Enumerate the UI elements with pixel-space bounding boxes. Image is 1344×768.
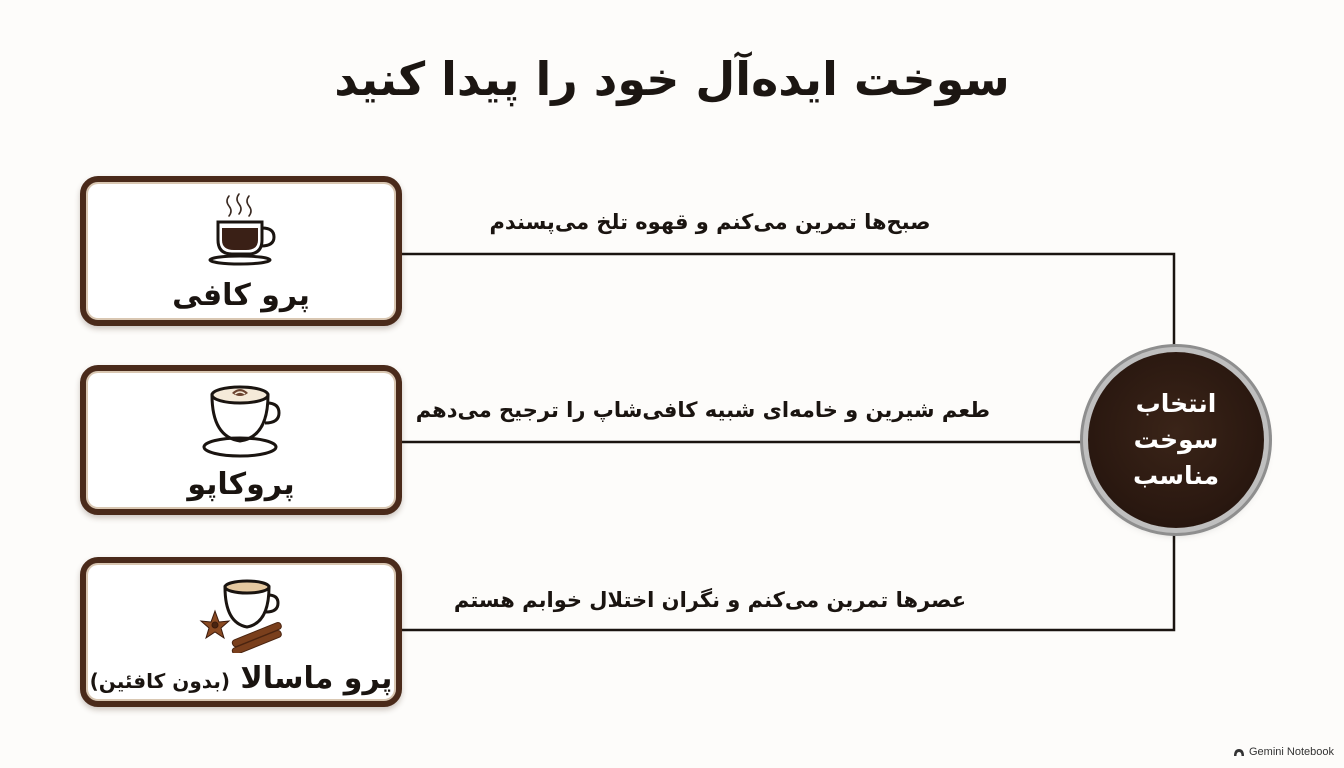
hub-line-2: سوخت — [1133, 425, 1219, 454]
preference-label-3: عصرها تمرین می‌کنم و نگران اختلال خوابم هستم — [453, 588, 967, 612]
masala-chai-cup-icon — [86, 573, 396, 651]
notebook-logo-icon — [1233, 748, 1245, 757]
preference-label-2: طعم شیرین و خامه‌ای شبیه کافی‌شاپ را ترجیح می‌دهم — [415, 398, 990, 422]
watermark-text: Gemini Notebook — [1249, 746, 1334, 758]
watermark — [1233, 746, 1334, 758]
option-name-main: پرو ماسالا — [240, 661, 393, 696]
page-title: سوخت ایده‌آل خود را پیدا کنید — [334, 52, 1010, 106]
hub-line-1: انتخاب — [1135, 389, 1217, 418]
connector-line-3 — [402, 528, 1174, 630]
option-card-pro-cappu[interactable] — [80, 365, 402, 515]
connector-line-1 — [402, 254, 1174, 352]
espresso-cup-icon — [86, 192, 396, 270]
option-card-pro-masala[interactable] — [80, 557, 402, 707]
latte-art-cup-icon — [86, 381, 396, 459]
option-name: پروکاپو — [187, 467, 295, 502]
option-name-qualifier: (بدون کافئین) — [89, 669, 230, 693]
preference-label-1: صبح‌ها تمرین می‌کنم و قهوه تلخ می‌پسندم — [489, 210, 931, 234]
option-name — [86, 661, 396, 696]
selection-hub — [1088, 352, 1264, 528]
hub-line-3: مناسب — [1132, 461, 1220, 490]
hub-label — [1133, 386, 1219, 494]
option-name: پرو کافی — [172, 278, 310, 313]
option-card-pro-coffee[interactable] — [80, 176, 402, 326]
